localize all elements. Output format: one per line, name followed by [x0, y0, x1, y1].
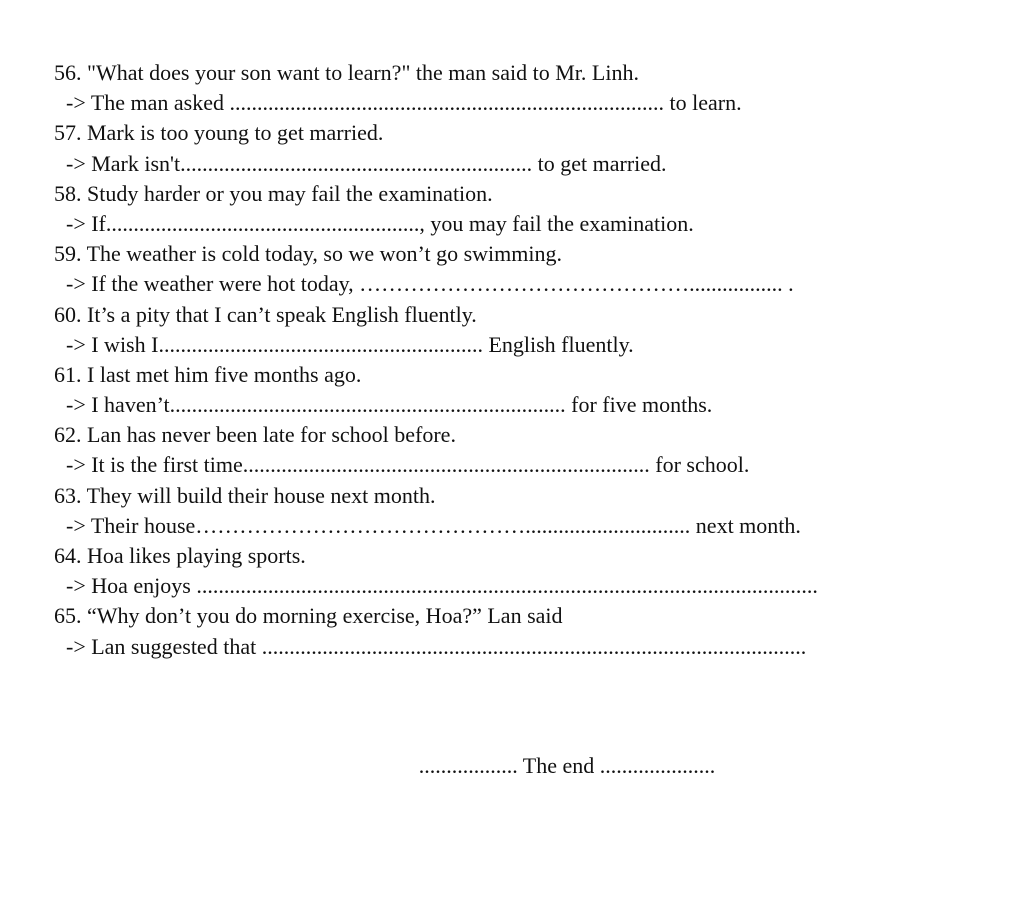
question-list	[54, 58, 984, 662]
question-prompt: 64. Hoa likes playing sports.	[54, 543, 306, 568]
answer-line: -> Mark isn't................................................................ to get married.	[66, 150, 667, 176]
answer-line: -> If the weather were hot today, ………………………………………................. .	[66, 271, 794, 297]
question-58	[54, 179, 984, 239]
question-57	[54, 118, 984, 178]
question-prompt: 60. It’s a pity that I can’t speak English fluently.	[54, 301, 477, 327]
question-64	[54, 541, 984, 601]
the-end-label: .................. The end .....................	[418, 753, 716, 778]
answer-line: -> The man asked ............................................................................... to learn.	[66, 90, 742, 116]
answer-line: -> Hoa enjoys .................................................................................................................	[66, 573, 818, 599]
question-prompt: 56. "What does your son want to learn?" the man said to Mr. Linh.	[54, 60, 639, 85]
question-62	[54, 420, 984, 480]
question-prompt: 61. I last met him five months ago.	[54, 361, 362, 387]
question-59	[54, 239, 984, 299]
question-56	[54, 58, 984, 118]
question-65	[54, 601, 984, 661]
question-prompt: 65. “Why don’t you do morning exercise, Hoa?” Lan said	[54, 603, 563, 629]
question-prompt: 62. Lan has never been late for school before.	[54, 422, 456, 448]
answer-line: -> Their house……………………………………….............................. next month.	[66, 512, 801, 538]
answer-line: -> Lan suggested that ...................................................................................................	[66, 633, 807, 659]
question-prompt: 59. The weather is cold today, so we won’t go swimming.	[54, 241, 562, 267]
question-63	[54, 481, 984, 541]
question-prompt: 57. Mark is too young to get married.	[54, 120, 384, 146]
answer-line: -> I haven’t........................................................................ for five months.	[66, 392, 713, 418]
answer-line: -> I wish I........................................................... English fluently.	[66, 331, 634, 357]
question-60	[54, 300, 984, 360]
worksheet-footer	[0, 750, 1024, 782]
question-prompt: 63. They will build their house next month.	[54, 482, 436, 508]
question-prompt: 58. Study harder or you may fail the examination.	[54, 180, 493, 206]
answer-line: -> It is the first time.......................................................................... for school.	[66, 452, 750, 478]
answer-line: -> If........................................................., you may fail the examination.	[66, 210, 694, 236]
question-61	[54, 360, 984, 420]
